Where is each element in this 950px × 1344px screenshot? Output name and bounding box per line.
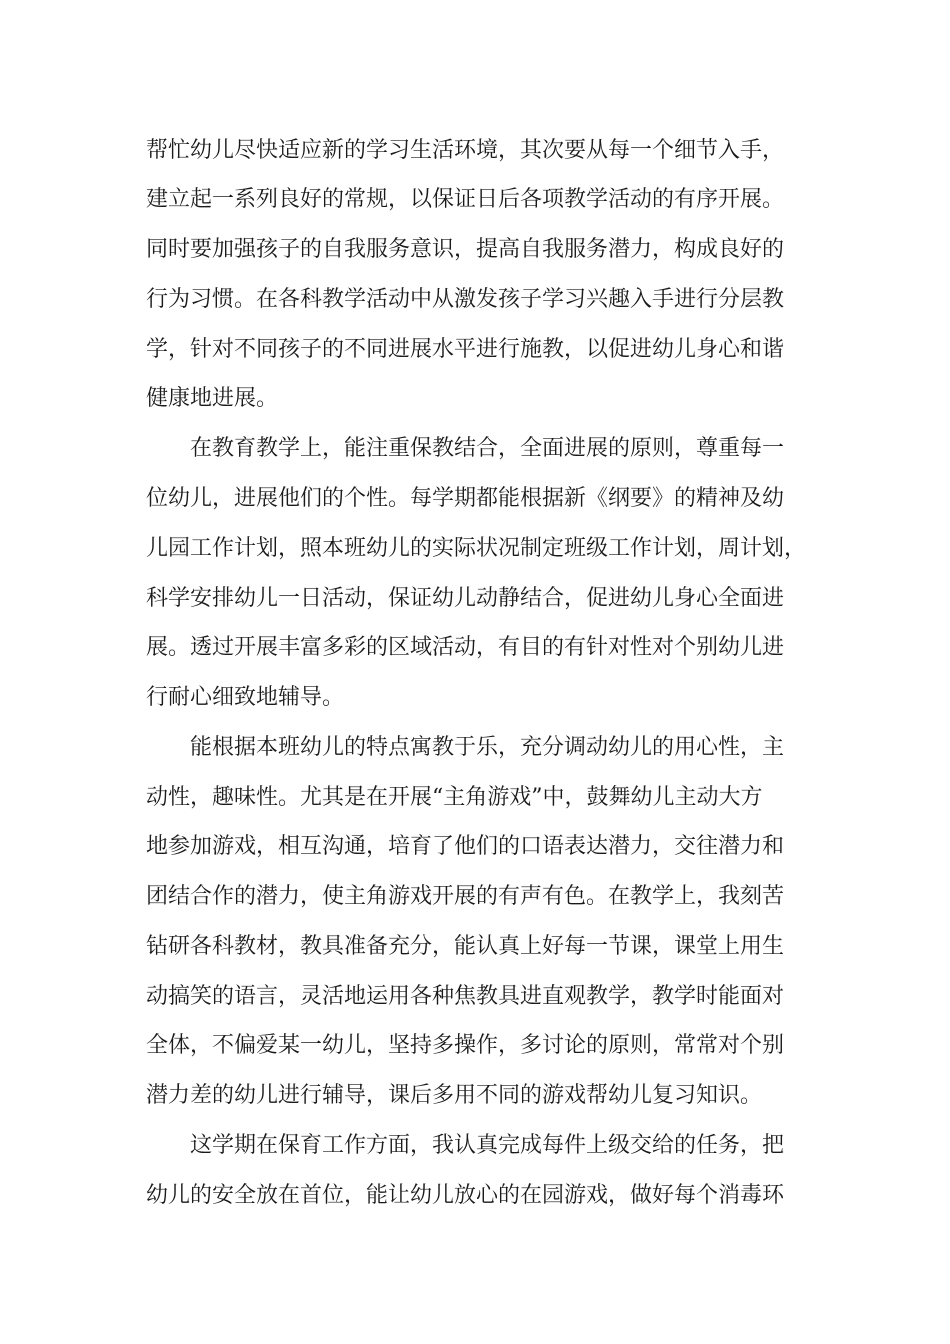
paragraph-first-line: 这学期在保育工作方面，我认真完成每件上级交给的任务，把	[190, 1133, 785, 1158]
text-line: 动性，趣味性。尤其是在开展“主角游戏”中，鼓舞幼儿主动大方	[146, 785, 763, 810]
text-line: 潜力差的幼儿进行辅导，课后多用不同的游戏帮幼儿复习知识。	[146, 1083, 763, 1108]
text-line: 科学安排幼儿一日活动，保证幼儿动静结合，促进幼儿身心全面进	[146, 586, 785, 611]
text-line: 同时要加强孩子的自我服务意识，提高自我服务潜力，构成良好的	[146, 237, 785, 262]
text-line: 动搞笑的语言，灵活地运用各种焦教具进直观教学，教学时能面对	[146, 984, 785, 1009]
text-line: 儿园工作计划，照本班幼儿的实际状况制定班级工作计划，周计划，	[146, 536, 807, 561]
text-line: 地参加游戏，相互沟通，培育了他们的口语表达潜力，交往潜力和	[146, 834, 785, 859]
text-line: 全体，不偏爱某一幼儿，坚持多操作，多讨论的原则，常常对个别	[146, 1033, 785, 1058]
text-line: 帮忙幼儿尽快适应新的学习生活环境，其次要从每一个细节入手，	[146, 138, 785, 163]
paragraph-first-line: 在教育教学上，能注重保教结合，全面进展的原则，尊重每一	[190, 436, 785, 461]
paragraph-first-line: 能根据本班幼儿的特点寓教于乐，充分调动幼儿的用心性，主	[190, 735, 785, 760]
text-line: 建立起一系列良好的常规，以保证日后各项教学活动的有序开展。	[146, 187, 785, 212]
text-line: 学，针对不同孩子的不同进展水平进行施教，以促进幼儿身心和谐	[146, 337, 785, 362]
text-line: 行耐心细致地辅导。	[146, 685, 345, 710]
text-line: 行为习惯。在各科教学活动中从激发孩子学习兴趣入手进行分层教	[146, 287, 785, 312]
text-line: 钻研各科教材，教具准备充分，能认真上好每一节课，课堂上用生	[146, 934, 785, 959]
text-line: 健康地进展。	[146, 386, 279, 411]
text-line: 幼儿的安全放在首位，能让幼儿放心的在园游戏，做好每个消毒环	[146, 1183, 785, 1208]
text-line: 展。透过开展丰富多彩的区域活动，有目的有针对性对个别幼儿进	[146, 635, 785, 660]
text-line: 位幼儿，进展他们的个性。每学期都能根据新《纲要》的精神及幼	[146, 486, 785, 511]
text-line: 团结合作的潜力，使主角游戏开展的有声有色。在教学上，我刻苦	[146, 884, 785, 909]
